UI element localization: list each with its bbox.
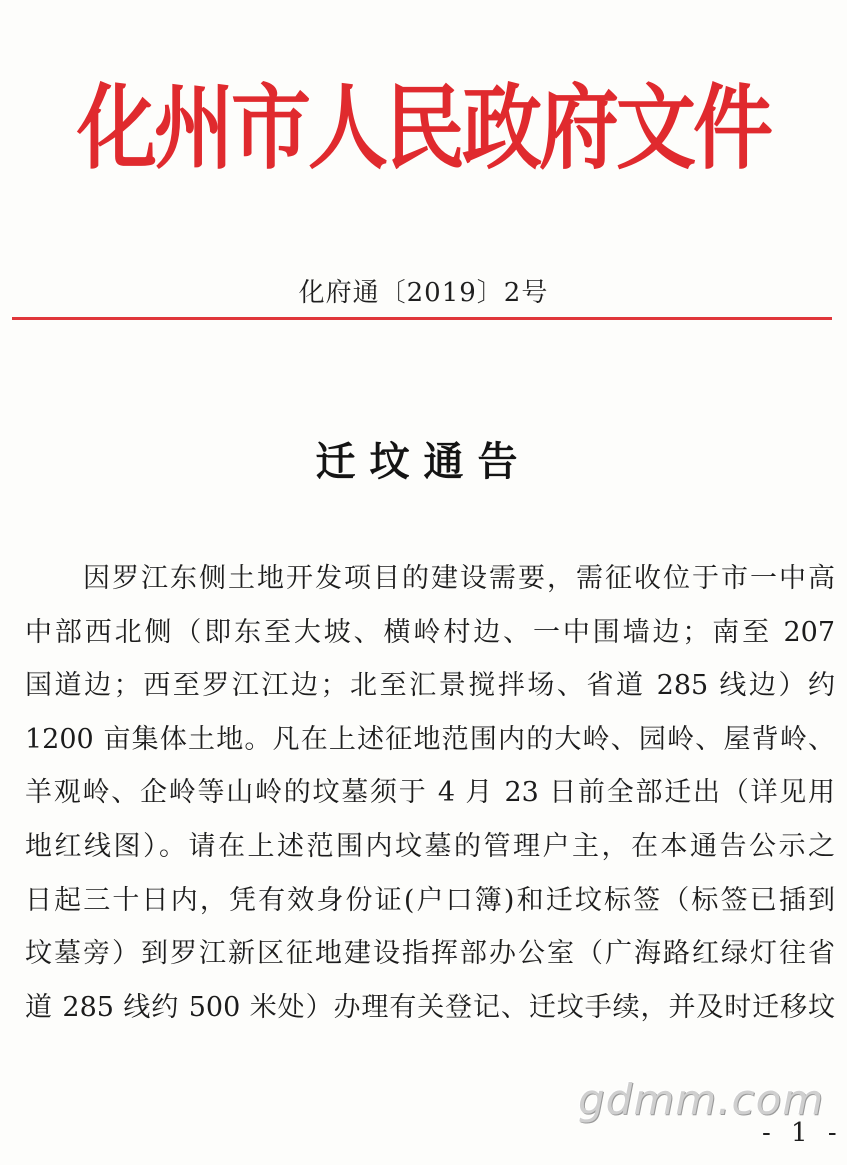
masthead-title: 化州市人民政府文件 [77, 74, 770, 182]
notice-title: 迁坟通告 [315, 439, 532, 485]
red-divider-line [12, 317, 832, 320]
body-line: 坟墓旁）到罗江新区征地建设指挥部办公室（广海路红绿灯往省 [25, 938, 835, 970]
site-watermark: gdmm.com [578, 1075, 825, 1124]
body-line: 1200 亩集体土地。凡在上述征地范围内的大岭、园岭、屋背岭、 [25, 723, 835, 755]
body-line: 日起三十日内，凭有效身份证(户口簿)和迁坟标签（标签已插到 [25, 884, 835, 916]
body-line: 因罗江东侧土地开发项目的建设需要，需征收位于市一中高 [83, 563, 835, 594]
body-line: 道 285 线约 500 米处）办理有关登记、迁坟手续，并及时迁移坟 [25, 991, 835, 1023]
notice-body [25, 552, 835, 1034]
body-line: 羊观岭、企岭等山岭的坟墓须于 4 月 23 日前全部迁出（详见用 [25, 777, 835, 809]
body-line: 国道边；西至罗江江边；北至汇景搅拌场、省道 285 线边）约 [25, 670, 835, 702]
page-number: - 1 - [762, 1118, 843, 1148]
body-line: 中部西北侧（即东至大坡、横岭村边、一中围墙边；南至 207 [25, 616, 835, 648]
document-number: 化府通〔2019〕2号 [298, 278, 549, 308]
body-line: 地红线图）。请在上述范围内坟墓的管理户主，在本通告公示之 [25, 830, 835, 862]
